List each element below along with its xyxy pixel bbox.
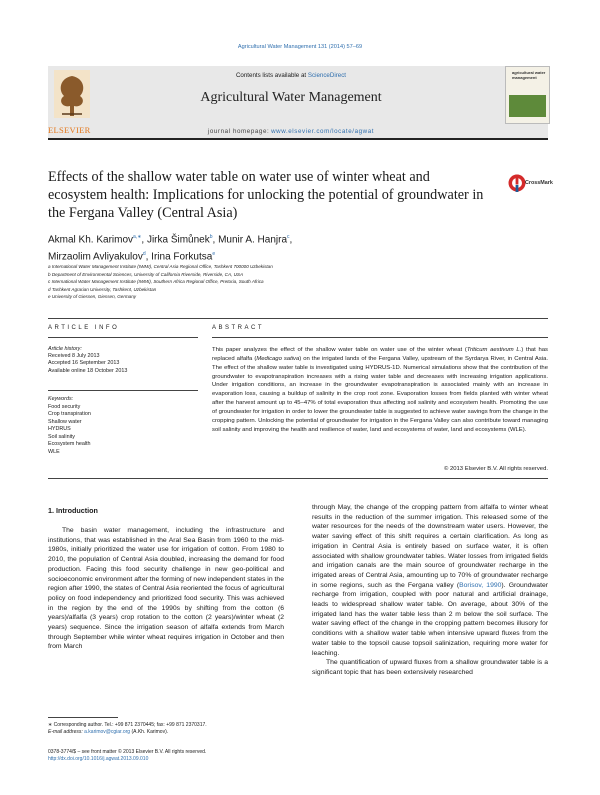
keyword-item: Ecosystem health xyxy=(48,441,91,447)
author-avliyakulov: Mirzaolim Avliyakulov xyxy=(48,251,143,263)
top-divider xyxy=(48,318,548,319)
abstract-text xyxy=(212,346,548,434)
article-title: Effects of the shallow water table on water use of winter wheat and ecosystem health: Implications for unlocking the potential of groundwater in the Fergana Valley (Central Asia) xyxy=(48,169,484,221)
author-karimov: Akmal Kh. Karimov xyxy=(48,234,134,246)
affiliation-item: b Department of Environmental Sciences, University of California Riverside, Riverside, CA, USA xyxy=(48,271,244,277)
affiliation-item: c International Water Management Institute (IWMI), Southern Africa Regional Office, Pretoria, South Africa xyxy=(48,279,264,285)
keywords xyxy=(48,396,198,456)
author-forkutsa: , Irina Forkutsa xyxy=(145,251,213,263)
affiliation-item: d Tashkent Agrarian University, Tashkent, Uzbekistan xyxy=(48,286,157,292)
crossmark-badge[interactable] xyxy=(506,172,553,198)
cover-title: agricultural water management xyxy=(512,70,546,80)
footnote-divider xyxy=(48,717,118,718)
keyword-item: Crop transpiration xyxy=(48,411,91,417)
keyword-item: WLE xyxy=(48,448,60,455)
history-accepted: Accepted 16 September 2013 xyxy=(48,360,120,367)
article-info-heading: ARTICLE INFO xyxy=(48,325,120,331)
abstract-part: ) on the irrigated lands of the Fergana Valley, upstream of the Syrdarya River, in Central Asia. The effect of the shallow water table is investigated using HYDRUS-1D. Numerical simulations show that the contribution of the groundwater to evapotranspiration increases with a rising water table and decreases with increasing irrigation applications. Under irrigation conditions, an increase in the groundwater evapotranspiration is associated mainly with an increase in evaporation loss, causing a buildup of salinity in the crop root zone. Evaporation losses from fields planted with winter wheat after the harvest amount up to 45–47% of total evaporation thus affecting soil salinity and ecosystem health. Promoting the use of groundwater for irrigation in order to lower the groundwater table is suggested to achieve water savings from the change in the cropping pattern. Unlocking the potential of groundwater for irrigation in the Fergana Valley can also contribute toward managing soil salinity and improving the health and resilience of water, land and ecosystems of water, land and ecosystems (WLE). xyxy=(212,355,548,433)
body-text: ). Groundwater recharge from irrigation, coupled with poor natural and artificial drainage, leads to widespread shallow water table. On average, about 30% of the irrigated land has the water table less than 2 m below the soil surface. The water saving effect of the change in the cropping pattern becomes illusory for conditions with a shallow water table when intensive upward fluxes from the water table to the topsoil cause topsoil salinization, requiring more water for leaching. xyxy=(312,581,548,657)
history-label: Article history: xyxy=(48,346,82,352)
keyword-item: Shallow water xyxy=(48,418,82,425)
keywords-label: Keywords: xyxy=(48,396,74,402)
keyword-item: Soil salinity xyxy=(48,433,75,440)
body-paragraph xyxy=(312,503,548,658)
body-paragraph: The quantification of upward fluxes from a shallow groundwater table is a significant topic that has been extensively researched xyxy=(312,659,548,676)
author-list: Akmal Kh. Karimov$^{a,∗}$, Jirka Šimůnek$^b$, Munir A. Hanjra$^c$, Mirzaolim Avliyakulov$^d$, Irina Forkutsa$^e$ xyxy=(48,234,293,263)
front-matter xyxy=(48,749,348,763)
affiliation-item: e University of Giessen, Giessen, Germany xyxy=(48,294,137,300)
email-link[interactable]: a.karimov@cgiar.org xyxy=(84,728,131,735)
journal-citation: Agricultural Water Management 131 (2014) 57–69 xyxy=(237,44,363,50)
abstract-species: Medicago sativa xyxy=(256,355,300,362)
journal-title: Agricultural Water Management xyxy=(200,90,382,105)
email-label: E-mail address: xyxy=(48,728,83,735)
article-history xyxy=(48,346,198,375)
keyword-item: HYDRUS xyxy=(48,426,71,432)
elsevier-tree-logo xyxy=(48,66,96,124)
body-text: through May, the change of the cropping pattern from alfalfa to winter wheat results in the reduction of the summer irrigation. This released some of the water resources for the needs of the downstream water users. However, the water saving effect of this shift requires a certain clarification. As long as irrigation in Central Asia is entirely based on surface water, it is often associated with shallow groundwater tables. Water losses from irrigated fields and irrigation canals are the main source of groundwater recharge in the irrigated areas of Central Asia, amounting up to 70% of groundwater recharge in some regions, such as the Fergana valley ( xyxy=(312,504,548,589)
abstract-species: Triticum aestivum L. xyxy=(466,347,522,353)
abstract-copyright: © 2013 Elsevier B.V. All rights reserved. xyxy=(444,466,548,472)
body-right-column xyxy=(312,503,548,678)
abstract-bottom-divider xyxy=(48,478,548,479)
keyword-item: Food security xyxy=(48,403,81,410)
body-left-column xyxy=(48,526,284,652)
corresponding-author: ∗ Corresponding author. Tel.: +99 871 2370445; fax: +99 871 2370317. xyxy=(48,722,207,728)
abstract-part: ) that has replaced alfalfa ( xyxy=(212,347,549,362)
section-heading: 1. Introduction xyxy=(48,506,98,515)
email-suffix: (A.Kh. Karimov). xyxy=(131,728,169,735)
doi-link[interactable]: http://dx.doi.org/10.1016/j.agwat.2013.09.010 xyxy=(48,755,149,762)
author-karimov-sup: a,∗ xyxy=(133,234,142,240)
history-received: Received 8 July 2013 xyxy=(48,353,100,360)
info-divider xyxy=(48,337,198,338)
author-simunek-sup: b xyxy=(209,234,213,240)
sciencedirect-link[interactable]: ScienceDirect xyxy=(307,72,347,79)
author-hanjra-sup: c xyxy=(287,234,290,240)
crossmark-label: CrossMark xyxy=(525,180,553,186)
issn-line: 0378-3774/$ – see front matter © 2013 Elsevier B.V. All rights reserved. xyxy=(48,749,207,755)
contents-prefix: Contents lists available at xyxy=(235,72,307,79)
corresponding-footnote xyxy=(48,722,284,736)
author-avliyakulov-sup: d xyxy=(142,251,146,258)
author-simunek: , Jirka Šimůnek xyxy=(141,234,210,246)
homepage-prefix: journal homepage: xyxy=(207,128,270,135)
history-online: Available online 18 October 2013 xyxy=(48,367,128,374)
citation-link[interactable]: Borisov, 1990 xyxy=(459,581,502,589)
affiliations xyxy=(48,263,528,301)
abstract-heading: ABSTRACT xyxy=(212,325,265,331)
abstract-part: This paper analyzes the effect of the shallow water table on water use of the winter wheat ( xyxy=(212,347,467,353)
body-paragraph: The basin water management, including the infrastructure and institutions, that was established in the Aral Sea Basin from 1960 to the mid-1980s, initially prioritized the water use for irrigation of cotton. From 1980 to 2010, the population of Central Asia doubled, increasing the demand for food production. Facing this food security challenge in new geo-political and socioeconomic environment after the forming of new independent states in the region after 1990, the states of Central Asia reoriented the focus of agricultural policy on food independency and prioritized food security. This was achieved in the region by the end of the 1990s by shifting from the cotton (6 years)/alfalfa (3 years) crop rotation to the cotton (2 years)/winter wheat (2 years) sequence. Since the irrigation season of alfalfa extends from March through September while winter wheat requires irrigation in October and then from March xyxy=(48,527,284,651)
email-line xyxy=(48,729,284,736)
author-hanjra: , Munir A. Hanjra xyxy=(212,234,288,246)
homepage-link[interactable]: www.elsevier.com/locate/agwat xyxy=(271,128,375,135)
author-forkutsa-sup: e xyxy=(212,251,216,258)
affiliation-item: a International Water Management Institute (IWMI), Central Asia Regional Office, Tashkent 700000 Uzbekistan xyxy=(48,264,273,269)
contents-line xyxy=(96,72,486,79)
publisher-name: ELSEVIER xyxy=(48,125,91,135)
journal-homepage xyxy=(96,128,486,135)
keywords-divider xyxy=(48,390,198,391)
abstract-divider xyxy=(212,337,548,338)
